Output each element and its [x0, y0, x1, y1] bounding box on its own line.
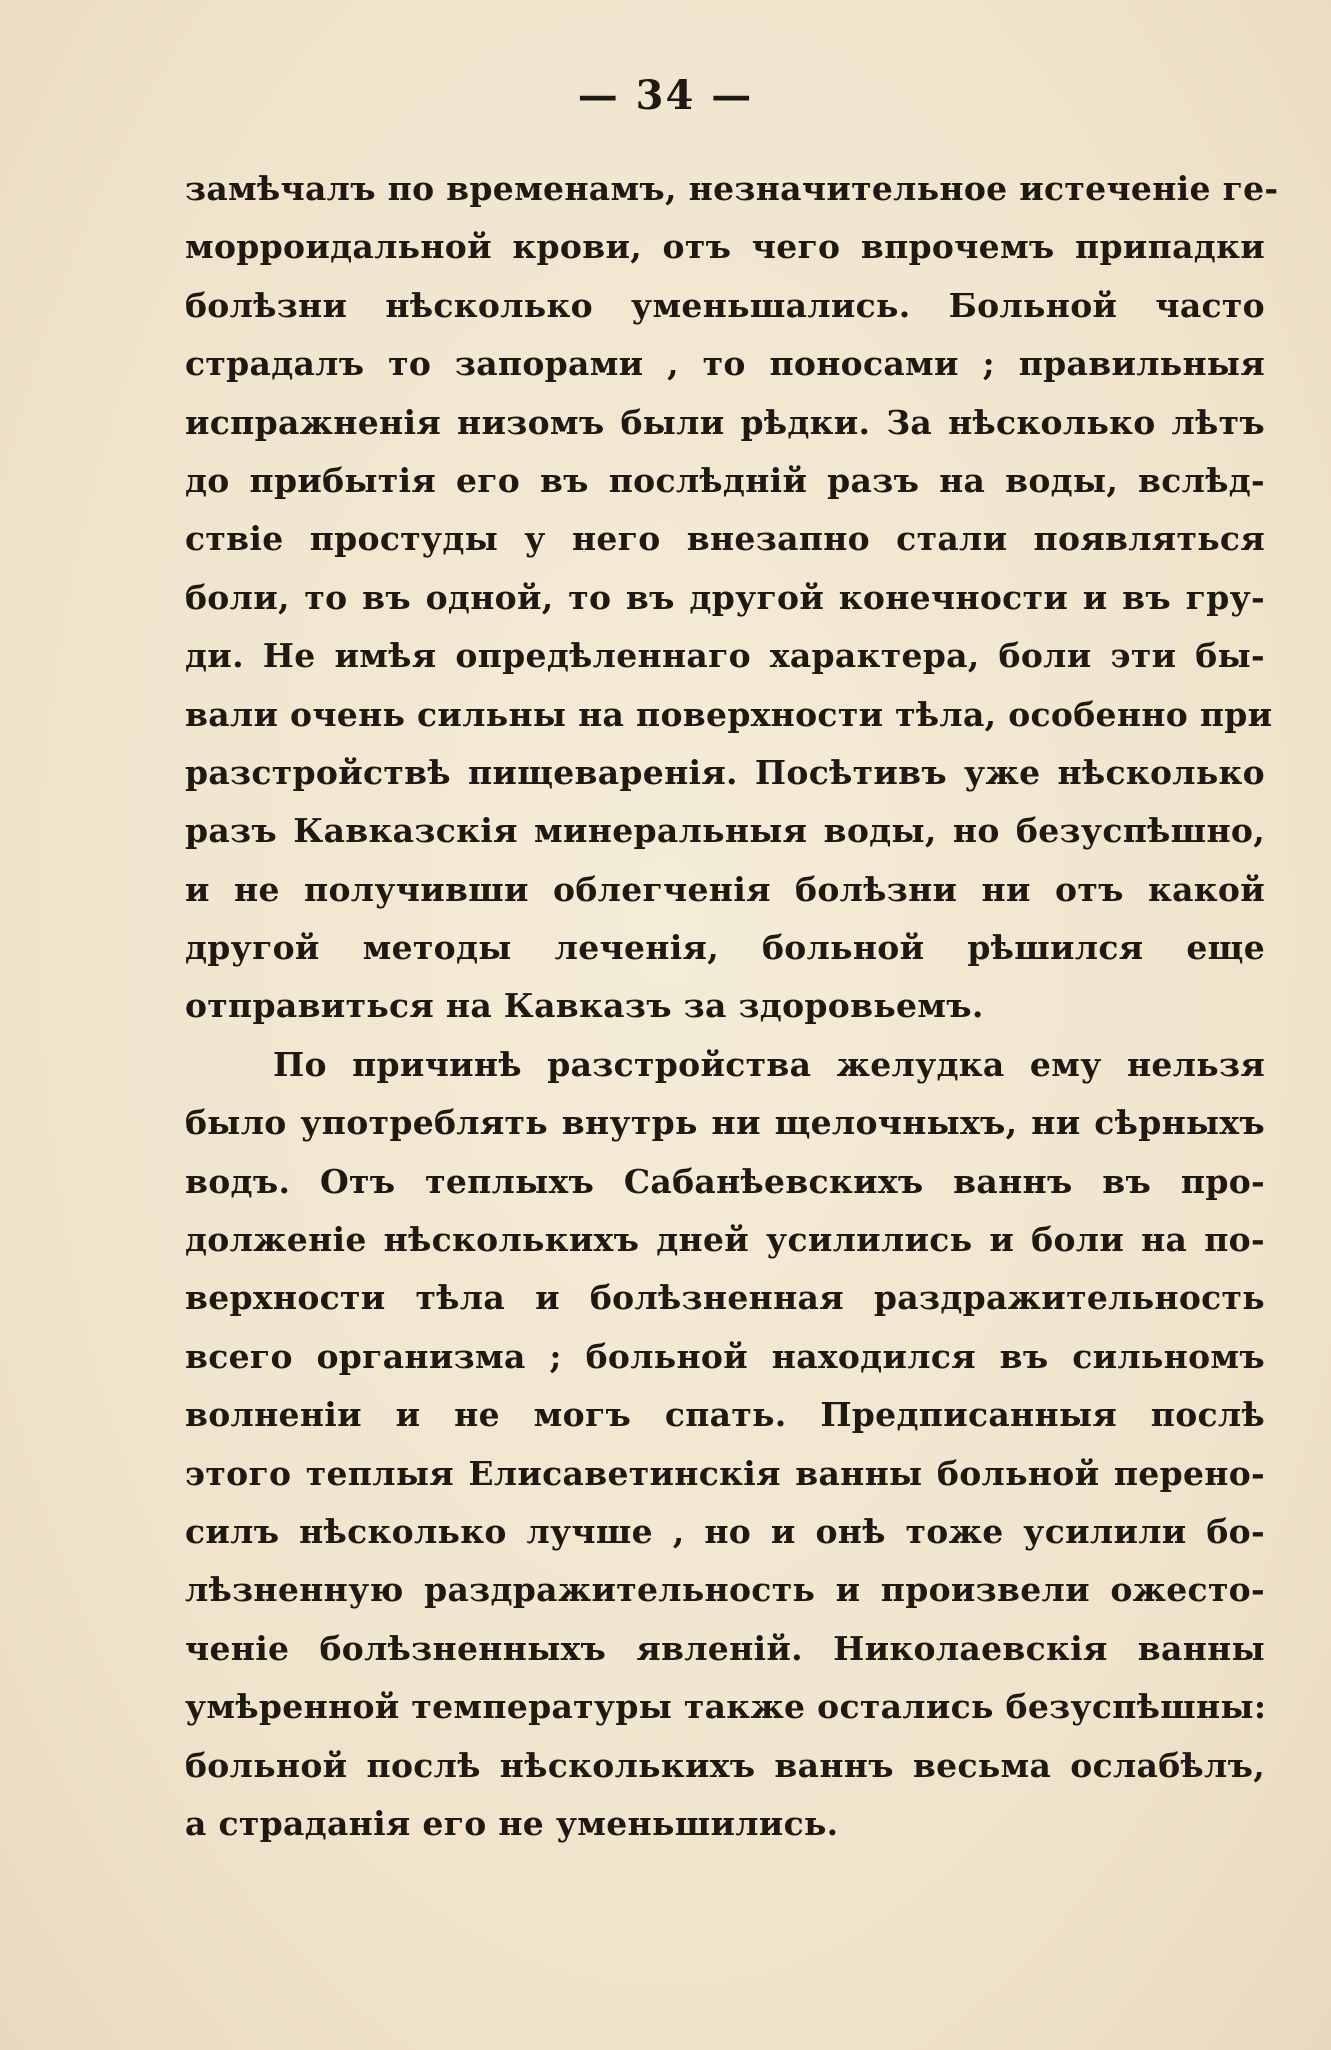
text-line: ди. Не имѣя опредѣленнаго характера, боли эти бы- — [185, 636, 1265, 676]
text-line: ствіе простуды у него внезапно стали появляться — [185, 519, 1265, 559]
page-number: — 34 — — [577, 72, 754, 119]
text-line: испражненія низомъ были рѣдки. За нѣсколько лѣтъ — [185, 402, 1265, 442]
text-line: вали очень сильны на поверхности тѣла, особенно при — [185, 694, 1273, 734]
text-line: до прибытія его въ послѣдній разъ на воды, вслѣд- — [185, 460, 1265, 500]
text-line: силъ нѣсколько лучше , но и онѣ тоже усилили бо- — [185, 1511, 1265, 1551]
text-line: боли, то въ одной, то въ другой конечности и въ гру- — [185, 577, 1265, 617]
text-line: волненіи и не могъ спать. Предписанныя послѣ — [185, 1395, 1265, 1435]
text-line: отправиться на Кавказъ за здоровьемъ. — [185, 986, 984, 1026]
text-line: морроидальной крови, отъ чего впрочемъ припадки — [185, 227, 1265, 267]
text-line: водъ. Отъ теплыхъ Сабанѣевскихъ ваннъ въ про- — [185, 1161, 1265, 1201]
body-text — [185, 160, 1279, 1853]
text-line: этого теплыя Елисаветинскія ванны больной перено- — [185, 1453, 1265, 1493]
text-line: всего организма ; больной находился въ сильномъ — [185, 1336, 1265, 1376]
text-line: болѣзни нѣсколько уменьшались. Больной часто — [185, 285, 1265, 325]
text-line: больной послѣ нѣсколькихъ ваннъ весьма ослабѣлъ, — [185, 1745, 1265, 1785]
text-line: умѣренной температуры также остались безуспѣшны: — [185, 1687, 1267, 1727]
text-line: страдалъ то запорами , то поносами ; правильныя — [185, 344, 1265, 384]
text-line: замѣчалъ по временамъ, незначительное истеченіе ге- — [185, 169, 1279, 208]
text-line: и не получивши облегченія болѣзни ни отъ какой — [185, 869, 1265, 909]
text-line: было употреблять внутрь ни щелочныхъ, ни сѣрныхъ — [185, 1103, 1265, 1143]
text-line: разстройствѣ пищеваренія. Посѣтивъ уже нѣсколько — [185, 752, 1265, 792]
paragraph-start-line: По причинѣ разстройства желудка ему нельзя — [273, 1044, 1265, 1084]
text-line: лѣзненную раздражительность и произвели ожесто- — [185, 1570, 1265, 1610]
text-line: а страданія его не уменьшились. — [185, 1803, 839, 1843]
text-line: ченіе болѣзненныхъ явленій. Николаевскія ванны — [185, 1628, 1265, 1668]
text-line: другой методы леченія, больной рѣшился еще — [185, 928, 1265, 968]
text-line: верхности тѣла и болѣзненная раздражительность — [185, 1278, 1265, 1318]
text-line: разъ Кавказскія минеральныя воды, но безуспѣшно, — [185, 811, 1265, 851]
text-line: долженіе нѣсколькихъ дней усилились и боли на по- — [185, 1220, 1265, 1260]
